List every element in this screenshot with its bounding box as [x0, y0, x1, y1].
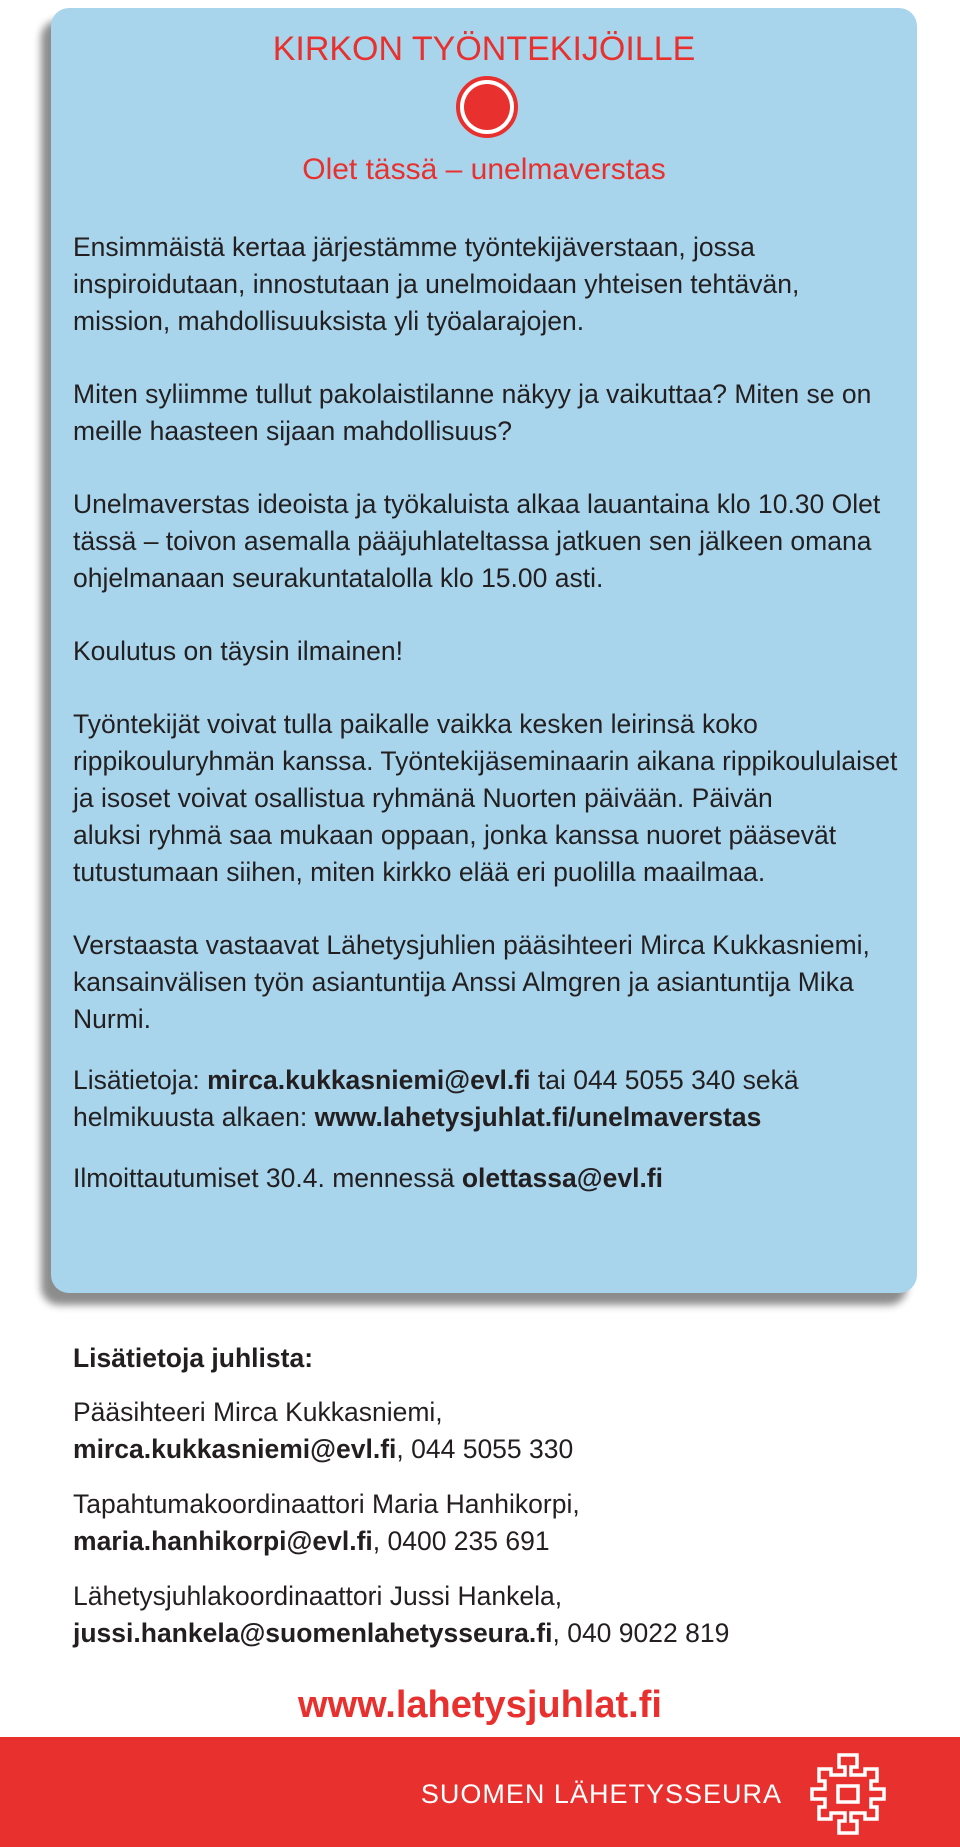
registration-line — [73, 1160, 903, 1197]
contact-email-link[interactable]: maria.hanhikorpi@evl.fi — [73, 1526, 373, 1556]
info-phone-text: tai 044 5055 340 sekä helmikuusta alkaen: — [73, 1065, 799, 1132]
paragraph-organizers: Verstaasta vastaavat Lähetysjuhlien pääsihteeri Mirca Kukkasniemi, kansainvälisen työn asiantuntija Anssi Almgren ja asiantuntija Mika Nurmi. — [73, 930, 870, 1034]
registration-email-link[interactable]: olettassa@evl.fi — [461, 1163, 663, 1193]
red-circle-icon — [455, 75, 519, 139]
card-body — [73, 229, 903, 1233]
paragraph-schedule: Unelmaverstas ideoista ja työkaluista alkaa lauantaina klo 10.30 Olet tässä – toivon asemalla pääjuhlateltassa jatkuen sen jälkeen omana ohjelmanaan seurakuntatalolla klo 15.00 asti. — [73, 489, 881, 593]
contact-email-link[interactable]: mirca.kukkasniemi@evl.fi — [73, 1434, 397, 1464]
contact-item — [73, 1578, 913, 1652]
contact-phone: , 0400 235 691 — [372, 1526, 550, 1556]
info-line — [73, 1062, 903, 1136]
contact-role: Lähetysjuhlakoordinaattori Jussi Hankela, — [73, 1581, 563, 1611]
contact-phone: , 044 5055 330 — [396, 1434, 574, 1464]
cross-logo-icon — [808, 1751, 888, 1837]
contact-item — [73, 1486, 913, 1560]
info-label: Lisätietoja: — [73, 1065, 200, 1095]
contact-role: Tapahtumakoordinaattori Maria Hanhikorpi, — [73, 1489, 580, 1519]
paragraph-intro: Ensimmäistä kertaa järjestämme työntekijäverstaan, jossa inspiroidutaan, innostutaan ja unelmoidaan yhteisen tehtävän, mission, mahdollisuuksista yli työalarajojen. — [73, 232, 800, 336]
paragraph-question: Miten syliimme tullut pakolaistilanne näkyy ja vaikuttaa? Miten se on meille haasteen sijaan mahdollisuus? — [73, 379, 872, 446]
info-card — [51, 8, 917, 1293]
paragraph-free: Koulutus on täysin ilmainen! — [73, 636, 403, 666]
contact-role: Pääsihteeri Mirca Kukkasniemi, — [73, 1397, 443, 1427]
card-subtitle: Olet tässä – unelmaverstas — [302, 153, 666, 186]
footer-contacts — [73, 1340, 913, 1670]
card-title: KIRKON TYÖNTEKIJÖILLE — [272, 30, 696, 68]
website-link[interactable]: www.lahetysjuhlat.fi — [298, 1684, 662, 1726]
info-url-link[interactable]: www.lahetysjuhlat.fi/unelmaverstas — [314, 1102, 762, 1132]
registration-text: Ilmoittautumiset 30.4. mennessä — [73, 1163, 455, 1193]
contact-email-link[interactable]: jussi.hankela@suomenlahetysseura.fi — [73, 1618, 553, 1648]
organization-banner — [0, 1737, 960, 1847]
paragraph-guide: aluksi ryhmä saa mukaan oppaan, jonka kanssa nuoret pääsevät tutustumaan siihen, miten kirkko elää eri puolilla maailmaa. — [73, 820, 837, 887]
contact-phone: , 040 9022 819 — [552, 1618, 730, 1648]
info-email-link[interactable]: mirca.kukkasniemi@evl.fi — [207, 1065, 531, 1095]
paragraph-participants: Työntekijät voivat tulla paikalle vaikka kesken leirinsä koko rippikouluryhmän kanssa. Työntekijäseminaarin aikana rippikoululaiset ja isoset voivat osallistua ryhmänä Nuorten päivään. Päivän — [73, 709, 898, 813]
contact-item — [73, 1394, 913, 1468]
organization-name: SUOMEN LÄHETYSSEURA — [420, 1779, 782, 1809]
footer-heading: Lisätietoja juhlista: — [73, 1343, 314, 1373]
